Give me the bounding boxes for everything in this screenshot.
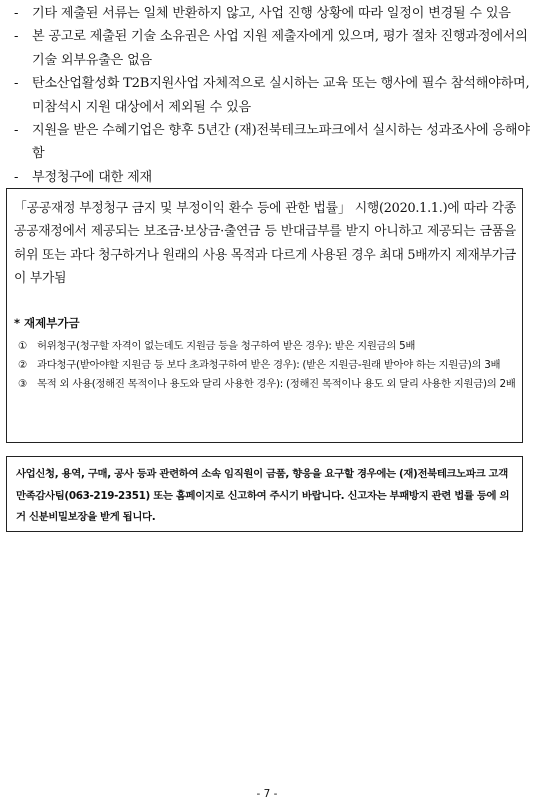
item-text: 과다청구(받아야할 지원금 등 보다 초과청구하여 받은 경우): (받은 지원금-원래 받아야 하는 지원금)의 3배 xyxy=(37,358,501,371)
penalty-item xyxy=(14,356,516,375)
penalty-title: * 재제부가금 xyxy=(14,315,80,330)
bullet-text: 지원을 받은 수혜기업은 향후 5년간 (재)전북테크노파크에서 실시하는 성과조사에 응해야함 xyxy=(32,123,530,162)
item-number: ② xyxy=(18,358,28,371)
bullet-item xyxy=(10,166,530,189)
item-number: ① xyxy=(18,339,28,352)
penalty-item xyxy=(14,337,516,356)
item-number: ③ xyxy=(18,378,28,391)
bullet-item xyxy=(10,2,530,25)
page-number: - 7 - xyxy=(256,788,278,800)
bullet-text: 부정청구에 대한 제재 xyxy=(32,169,152,185)
report-notice-text: 사업신청, 용역, 구매, 공사 등과 관련하여 소속 임직원이 금품, 향응을 요구할 경우에는 (재)전북테크노파크 고객만족감사팀(063-219-2351) 또는 홈페이지로 신고하여 주시기 바랍니다. 신고자는 부패방지 관련 법률 등에 의거 신분비밀보장을 받게 됩니다. xyxy=(16,468,510,524)
penalty-law-box xyxy=(6,188,523,443)
law-paragraph: 「공공재정 부정청구 금지 및 부정이익 환수 등에 관한 법률」 시행(2020.1.1.)에 따라 각종 공공재정에서 제공되는 보조금·보상금·출연금 등 반대급부를 받지 아니하고 제공되는 금품을 허위 또는 과다 청구하거나 원래의 사용 목적과 다르게 사용된 경우 최대 5배까지 제재부가금이 부가됨 xyxy=(14,201,516,287)
bullet-item xyxy=(10,25,530,72)
dash-marker: - xyxy=(14,29,19,45)
bullet-item xyxy=(10,72,530,119)
dash-marker: - xyxy=(14,6,19,21)
bullet-text: 탄소산업활성화 T2B지원사업 자체적으로 실시하는 교육 또는 행사에 필수 참석해야하며, 미참석시 지원 대상에서 제외될 수 있음 xyxy=(32,76,530,115)
item-text: 목적 외 사용(정해진 목적이나 용도와 달리 사용한 경우): (정해진 목적이나 용도 외 달리 사용한 지원금)의 2배 xyxy=(37,378,516,391)
penalty-item xyxy=(14,375,516,394)
item-text: 허위청구(청구할 자격이 없는데도 지원금 등을 청구하여 받은 경우): 받은 지원금의 5배 xyxy=(37,339,416,352)
bullet-item xyxy=(10,119,530,166)
notice-bullet-list xyxy=(10,2,530,189)
dash-marker: - xyxy=(14,76,19,92)
report-notice-box xyxy=(6,456,523,532)
dash-marker: - xyxy=(14,169,19,185)
bullet-text: 기타 제출된 서류는 일체 반환하지 않고, 사업 진행 상황에 따라 일정이 변경될 수 있음 xyxy=(32,6,511,21)
bullet-text: 본 공고로 제출된 기술 소유권은 사업 지원 제출자에게 있으며, 평가 절차 진행과정에서의 기술 외부유출은 없음 xyxy=(32,29,528,68)
dash-marker: - xyxy=(14,123,19,139)
